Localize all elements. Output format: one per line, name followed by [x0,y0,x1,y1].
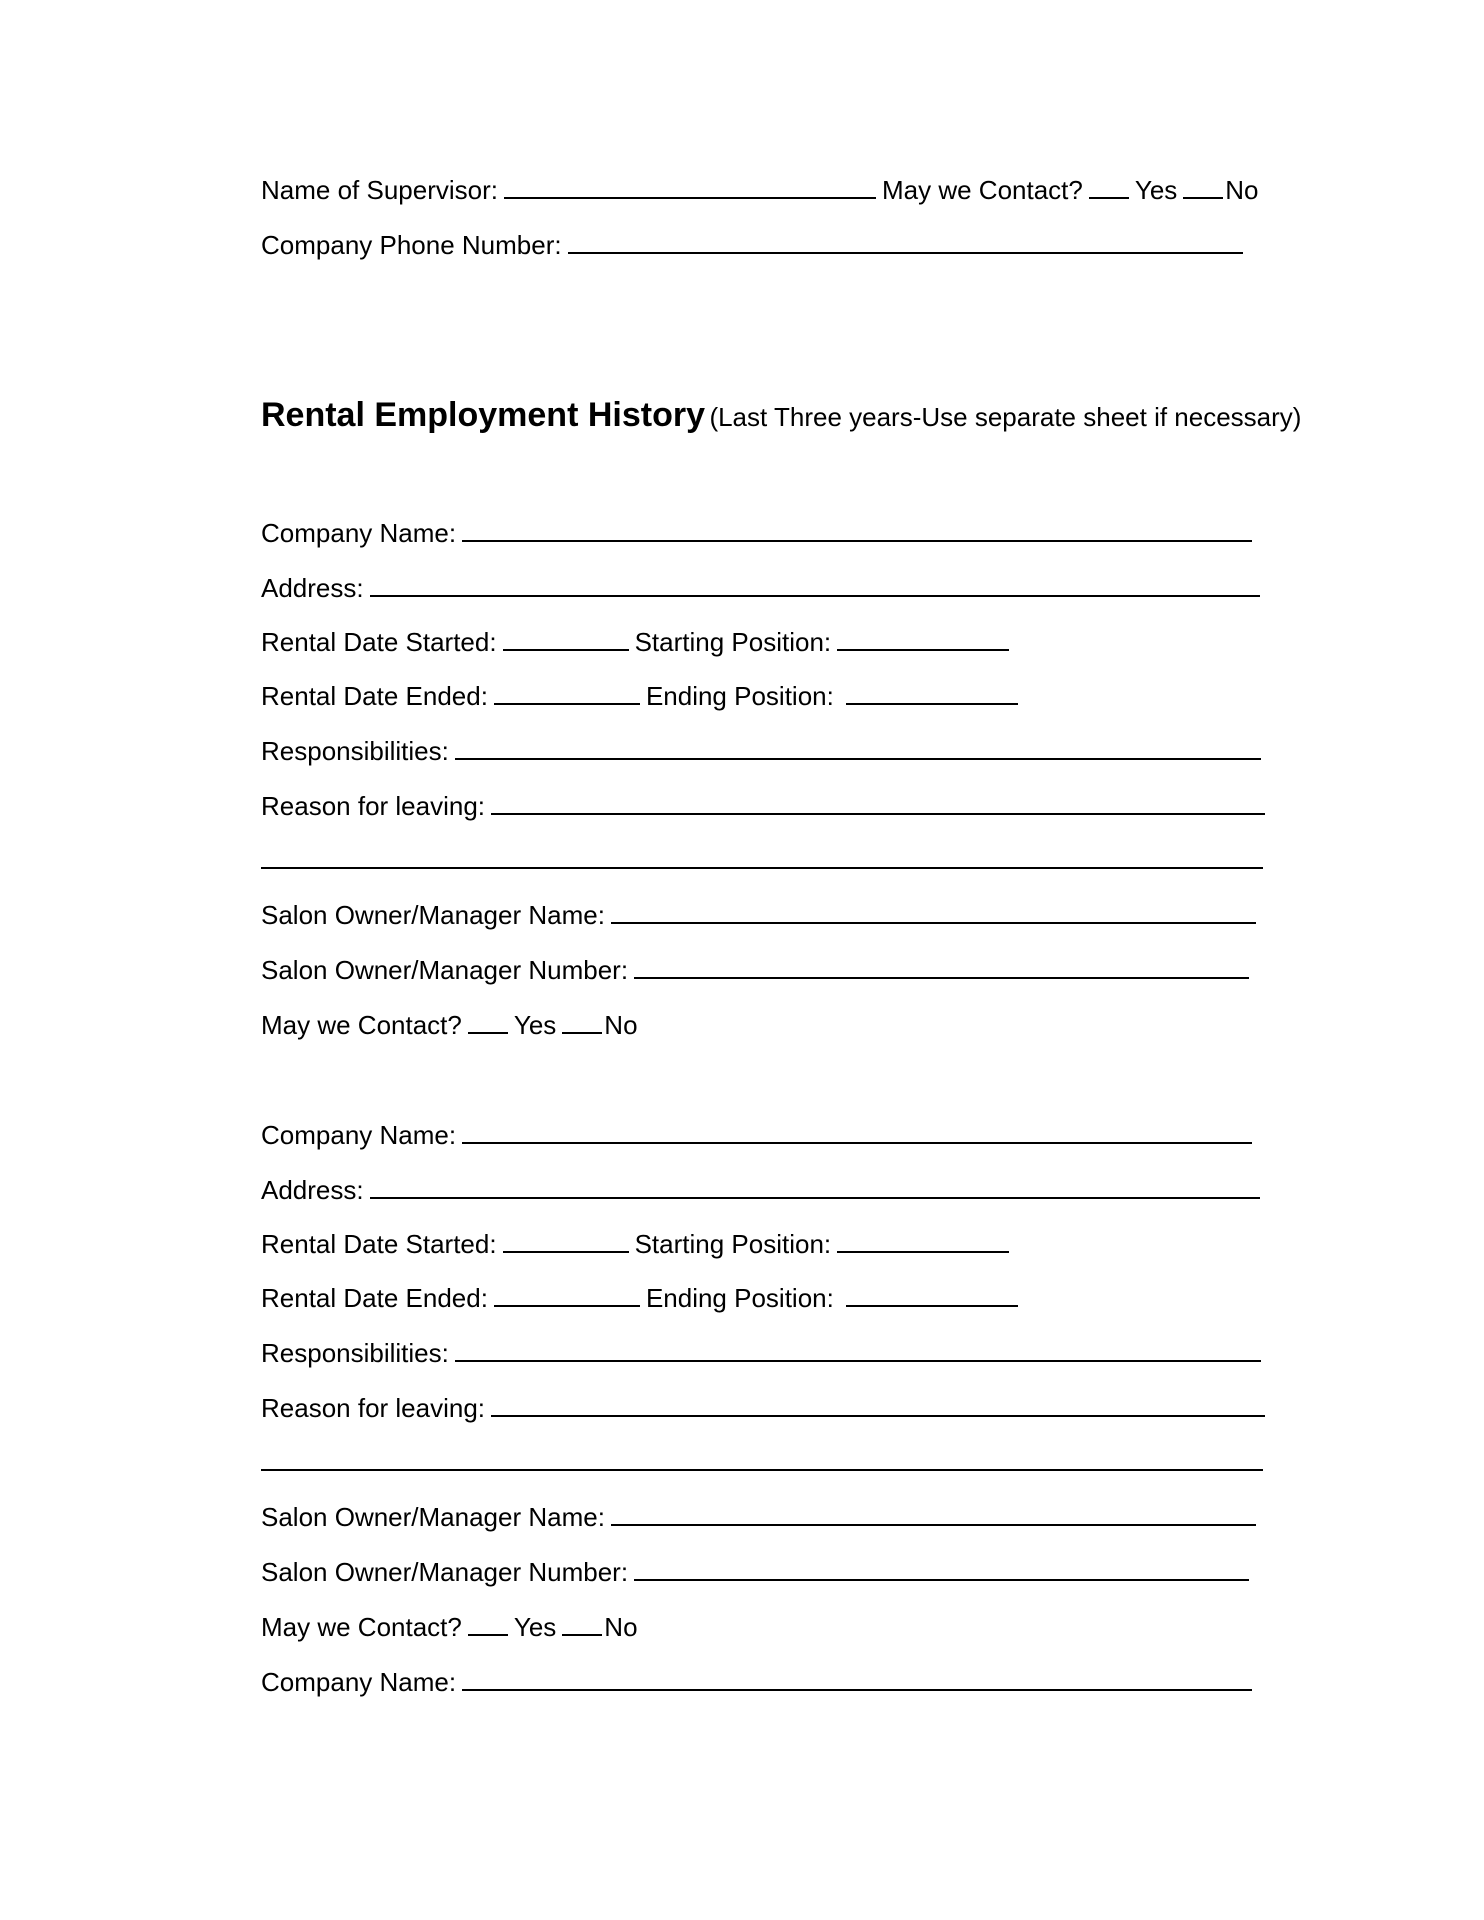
section-title: Rental Employment History [261,396,705,434]
yes-label: Yes [513,1612,557,1642]
owner-name-field-2[interactable] [611,1500,1256,1526]
company-name-label: Company Name: [261,1667,457,1697]
date-ended-label: Rental Date Ended: [261,1283,488,1313]
company-name-field-2[interactable] [462,1118,1252,1144]
supervisor-label: Name of Supervisor: [261,175,498,205]
starting-position-label: Starting Position: [634,1229,832,1259]
date-started-row-1 [261,624,1015,660]
company-name-row-2 [261,1117,1258,1153]
owner-number-field-1[interactable] [634,953,1249,979]
section-heading [261,393,1301,444]
contact-yes-field[interactable] [1089,173,1129,199]
company-name-label: Company Name: [261,1120,457,1150]
date-started-row-2 [261,1226,1015,1262]
no-label: No [604,1612,638,1642]
owner-number-field-2[interactable] [634,1555,1249,1581]
company-name-label: Company Name: [261,518,457,548]
address-label: Address: [261,573,364,603]
contact-row-1 [261,1007,638,1043]
reason-row-2 [261,1390,1271,1426]
contact-label: May we Contact? [261,1612,462,1642]
contact-no-field-1[interactable] [562,1008,602,1034]
contact-no-field[interactable] [1183,173,1223,199]
owner-name-label: Salon Owner/Manager Name: [261,1502,605,1532]
owner-name-row-1 [261,897,1262,933]
contact-label: May we Contact? [261,1010,462,1040]
contact-yes-field-1[interactable] [468,1008,508,1034]
contact-no-field-2[interactable] [562,1610,602,1636]
reason-continuation-field-2[interactable] [261,1445,1263,1471]
responsibilities-field-1[interactable] [455,734,1261,760]
contact-row-2 [261,1609,638,1645]
no-label: No [1225,175,1259,205]
responsibilities-field-2[interactable] [455,1336,1261,1362]
responsibilities-label: Responsibilities: [261,1338,449,1368]
ending-position-label: Ending Position: [645,681,834,711]
date-started-field-1[interactable] [503,625,629,651]
date-started-field-2[interactable] [503,1227,629,1253]
address-field-2[interactable] [370,1173,1260,1199]
date-ended-label: Rental Date Ended: [261,681,488,711]
responsibilities-label: Responsibilities: [261,736,449,766]
starting-position-label: Starting Position: [634,627,832,657]
yes-label: Yes [1134,175,1178,205]
no-label: No [604,1010,638,1040]
owner-number-row-1 [261,952,1255,988]
phone-row [261,227,1249,263]
reason-label: Reason for leaving: [261,1393,486,1423]
reason-row-1 [261,788,1271,824]
company-name-row-1 [261,515,1258,551]
starting-position-field-2[interactable] [837,1227,1009,1253]
owner-name-label: Salon Owner/Manager Name: [261,900,605,930]
date-ended-row-2 [261,1280,1024,1316]
phone-field[interactable] [568,228,1243,254]
responsibilities-row-2 [261,1335,1267,1371]
responsibilities-row-1 [261,733,1267,769]
reason-continuation-field-1[interactable] [261,843,1263,869]
yes-label: Yes [513,1010,557,1040]
supervisor-field[interactable] [504,173,876,199]
company-name-field-1[interactable] [462,516,1252,542]
owner-name-field-1[interactable] [611,898,1256,924]
address-row-1 [261,570,1266,606]
supervisor-row [261,172,1259,208]
reason-continuation-row-1 [261,842,1269,878]
company-name-field-3[interactable] [462,1665,1252,1691]
date-ended-row-1 [261,678,1024,714]
section-subtitle: (Last Three years-Use separate sheet if necessary) [709,402,1302,432]
date-ended-field-2[interactable] [494,1281,640,1307]
reason-field-1[interactable] [491,789,1265,815]
date-started-label: Rental Date Started: [261,1229,497,1259]
owner-number-row-2 [261,1554,1255,1590]
date-started-label: Rental Date Started: [261,627,497,657]
contact-label: May we Contact? [881,175,1083,205]
address-row-2 [261,1172,1266,1208]
address-field-1[interactable] [370,571,1260,597]
address-label: Address: [261,1175,364,1205]
ending-position-field-1[interactable] [846,679,1018,705]
date-ended-field-1[interactable] [494,679,640,705]
owner-number-label: Salon Owner/Manager Number: [261,955,629,985]
contact-yes-field-2[interactable] [468,1610,508,1636]
starting-position-field-1[interactable] [837,625,1009,651]
ending-position-field-2[interactable] [846,1281,1018,1307]
owner-name-row-2 [261,1499,1262,1535]
reason-label: Reason for leaving: [261,791,486,821]
reason-field-2[interactable] [491,1391,1265,1417]
company-name-row-3 [261,1664,1258,1700]
phone-label: Company Phone Number: [261,230,562,260]
reason-continuation-row-2 [261,1444,1269,1480]
ending-position-label: Ending Position: [645,1283,834,1313]
owner-number-label: Salon Owner/Manager Number: [261,1557,629,1587]
